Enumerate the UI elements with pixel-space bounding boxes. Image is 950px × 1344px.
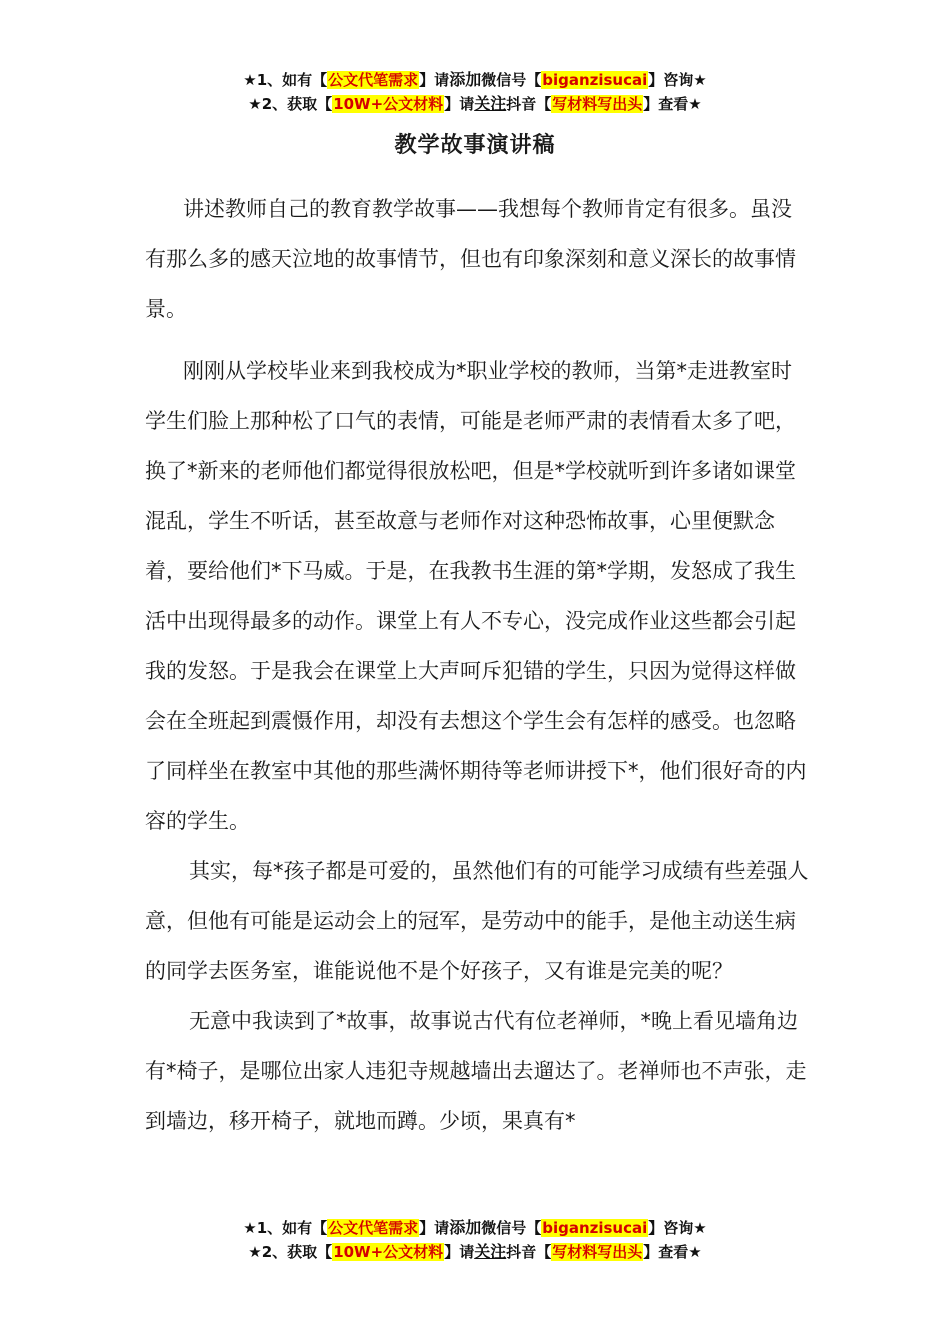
promo-wechat-id: biganzisucai: [542, 71, 648, 89]
paragraph: 无意中我读到了*故事，故事说古代有位老禅师，*晚上看见墙角边有*椅子，是哪位出家人违犯寺规越墙出去遛达了。老禅师也不声张，走到墙边，移开椅子，就地而蹲。少顷，果真有*: [145, 1009, 807, 1133]
promo-text: 微信号【: [481, 71, 542, 89]
promo-douyin-id: 写材料写出头: [552, 95, 643, 113]
promo-text: 】请: [444, 95, 475, 113]
promo-highlight: 10W+公文材料: [333, 1243, 444, 1261]
promo-line-2: [0, 1240, 950, 1264]
promo-text: ★2、获取【: [248, 1243, 333, 1261]
promo-wechat-id: biganzisucai: [542, 1219, 648, 1237]
promo-text: 】请: [444, 1243, 475, 1261]
promo-text: 】咨询★: [648, 1219, 707, 1237]
promo-text: ★1、如有【: [243, 1219, 328, 1237]
promo-text: 】请: [419, 1219, 450, 1237]
promo-emphasis: 添加: [449, 1218, 482, 1237]
promo-text: ★1、如有【: [243, 71, 328, 89]
promo-highlight: 10W+公文材料: [333, 95, 444, 113]
promo-text: 】咨询★: [648, 71, 707, 89]
document-body: [145, 184, 810, 1146]
promo-emphasis: 添加: [449, 70, 482, 89]
promo-douyin-id: 写材料写出头: [552, 1243, 643, 1261]
promo-emphasis: 关注: [474, 94, 507, 113]
promo-text: 抖音【: [506, 95, 552, 113]
promo-highlight: 公文代笔需求: [328, 1219, 419, 1237]
promo-line-1: [0, 1216, 950, 1240]
promo-line-1: [0, 68, 950, 92]
promo-banner-bottom: [0, 1216, 950, 1264]
promo-banner-top: [0, 68, 950, 116]
promo-emphasis: 关注: [474, 1242, 507, 1261]
promo-text: 】请: [419, 71, 450, 89]
promo-text: 】查看★: [643, 1243, 702, 1261]
paragraph: 其实，每*孩子都是可爱的，虽然他们有的可能学习成绩有些差强人意，但他有可能是运动会上的冠军，是劳动中的能手，是他主动送生病的同学去医务室，谁能说他不是个好孩子，又有谁是完美的呢？: [145, 859, 809, 983]
paragraph: 讲述教师自己的教育教学故事——我想每个教师肯定有很多。虽没有那么多的感天泣地的故事情节，但也有印象深刻和意义深长的故事情景。: [145, 197, 796, 321]
document-title: 教学故事演讲稿: [394, 133, 556, 158]
promo-text: ★2、获取【: [248, 95, 333, 113]
promo-line-2: [0, 92, 950, 116]
promo-highlight: 公文代笔需求: [328, 71, 419, 89]
promo-text: 微信号【: [481, 1219, 542, 1237]
promo-text: 】查看★: [643, 95, 702, 113]
promo-text: 抖音【: [506, 1243, 552, 1261]
paragraph: 刚刚从学校毕业来到我校成为*职业学校的教师，当第*走进教室时学生们脸上那种松了口气的表情，可能是老师严肃的表情看太多了吧，换了*新来的老师他们都觉得很放松吧，但是*学校就听到许多诸如课堂混乱，学生不听话，甚至故意与老师作对这种恐怖故事，心里便默念着，要给他们*下马威。于是，在我教书生涯的第*学期，发怒成了我生活中出现得最多的动作。课堂上有人不专心，没完成作业这些都会引起我的发怒。于是我会在课堂上大声呵斥犯错的学生，只因为觉得这样做会在全班起到震慑作用，却没有去想这个学生会有怎样的感受。也忽略了同样坐在教室中其他的那些满怀期待等老师讲授下*，他们很好奇的内容的学生。: [145, 359, 807, 833]
